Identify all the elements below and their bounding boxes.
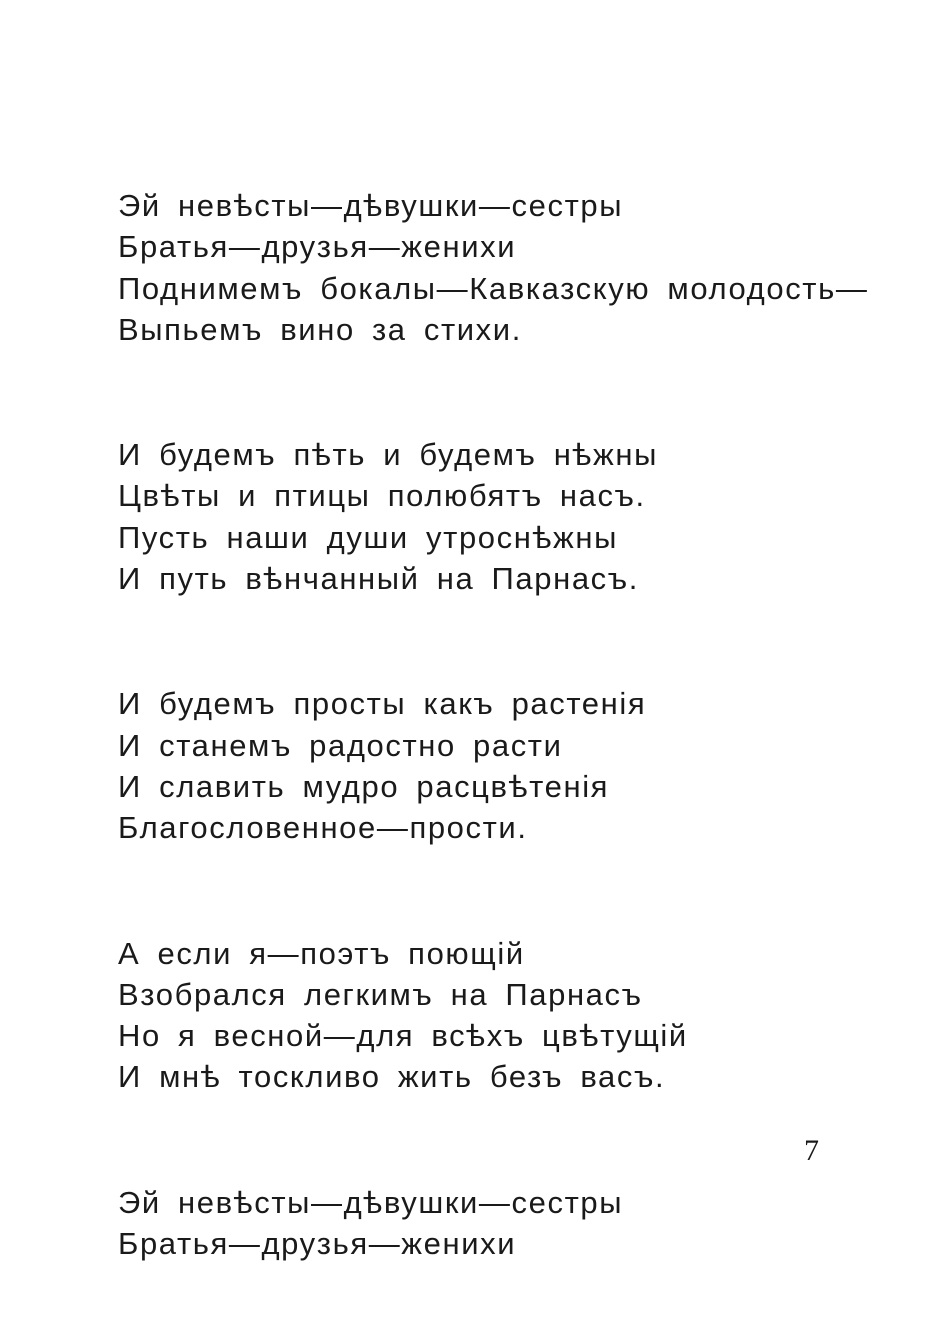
poem-line: И славить мудро расцвѣтенія — [118, 768, 610, 804]
poem-line: Цвѣты и птицы полюбятъ насъ. — [118, 478, 646, 514]
poem-line: Выпьемъ вино за стихи. — [118, 311, 522, 347]
poem — [118, 185, 869, 1264]
poem-line: Пусть наши души утроснѣжны — [118, 519, 618, 555]
poem-line: Поднимемъ бокалы—Кавказскую молодость— — [118, 270, 869, 306]
poem-line: Эй невѣсты—дѣвушки—сестры — [118, 1184, 624, 1220]
poem-line: И станемъ радостно расти — [118, 727, 563, 763]
poem-line: Благословенное—прости. — [118, 810, 528, 846]
poem-line: Взобрался легкимъ на Парнасъ — [118, 976, 643, 1012]
stanza-4 — [118, 933, 838, 1098]
poem-line: А если я—поэтъ поющій — [118, 935, 525, 971]
poem-line: Братья—друзья—женихи — [118, 1226, 517, 1262]
stanza-3 — [118, 683, 838, 848]
poem-line: И мнѣ тоскливо жить безъ васъ. — [118, 1059, 666, 1095]
poem-line: И путь вѣнчанный на Парнасъ. — [118, 561, 639, 597]
stanza-2 — [118, 434, 838, 599]
poem-line: Братья—друзья—женихи — [118, 229, 517, 265]
poem-line: Но я весной—для всѣхъ цвѣтущій — [118, 1018, 688, 1054]
poem-line: И будемъ просты какъ растенія — [118, 686, 647, 722]
poem-line: Эй невѣсты—дѣвушки—сестры — [118, 188, 624, 223]
poem-line: И будемъ пѣть и будемъ нѣжны — [118, 437, 658, 473]
page-number: 7 — [804, 1134, 819, 1167]
stanza-5 — [118, 1182, 838, 1265]
stanza-1 — [118, 185, 869, 350]
